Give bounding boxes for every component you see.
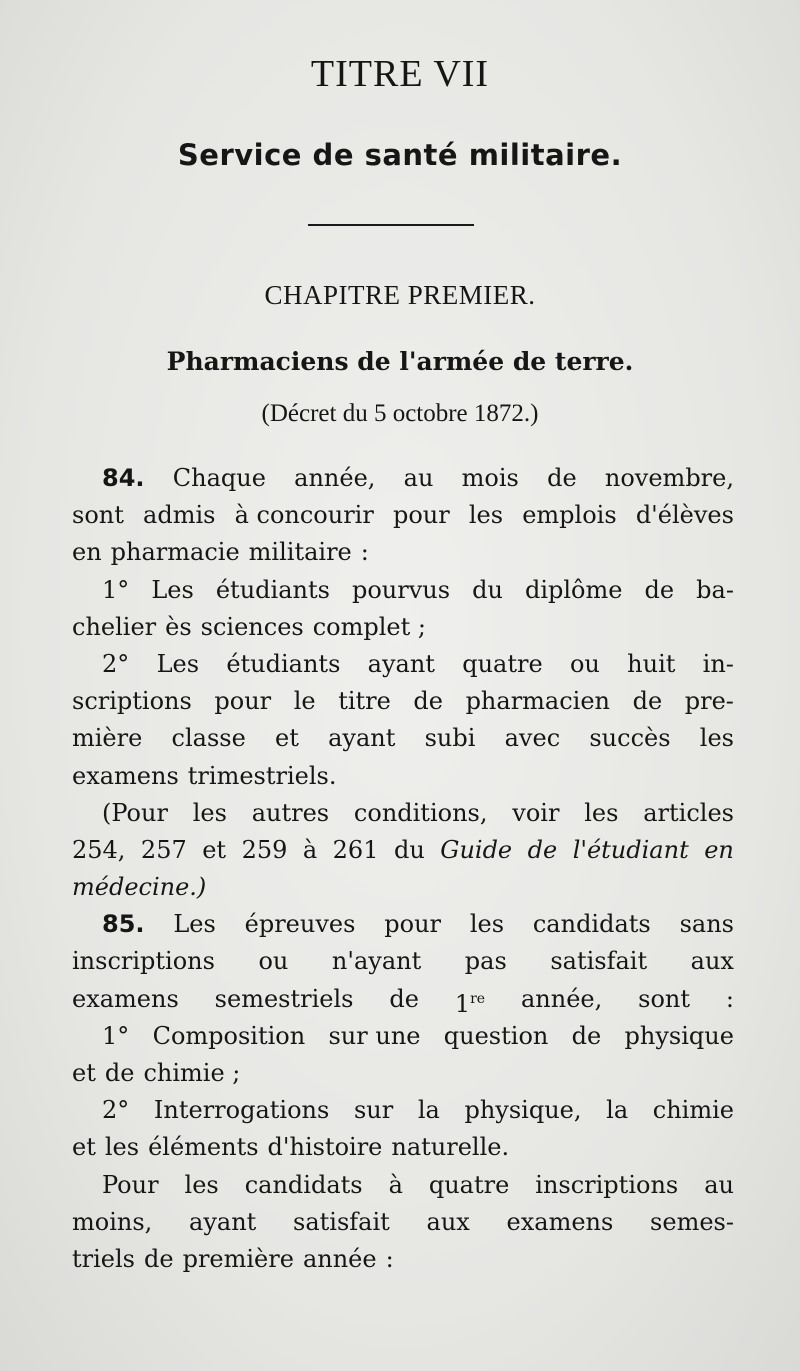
word: ayant (189, 1207, 257, 1236)
word: les (104, 1133, 140, 1162)
word: Pour (102, 1170, 159, 1199)
word: semestriels (214, 984, 354, 1013)
word: Chaque (172, 464, 266, 492)
word: de (547, 464, 577, 492)
word: sont (72, 501, 124, 530)
word: trimestriels. (187, 761, 337, 790)
word: : (360, 538, 369, 567)
word: sont (638, 984, 691, 1013)
word: en (704, 835, 734, 864)
word: chimie ; (143, 1059, 241, 1087)
text-line (72, 1241, 734, 1278)
word: triels (72, 1244, 135, 1273)
word: voir (512, 798, 560, 827)
divider-rule (308, 224, 474, 226)
word: examens (72, 984, 179, 1013)
word: satisfait (293, 1207, 390, 1236)
word: de (144, 1244, 174, 1273)
text-line (72, 460, 734, 497)
word: ès (165, 612, 192, 641)
word: éléments (148, 1133, 259, 1162)
word: succès (589, 724, 671, 753)
word: la (606, 1096, 629, 1125)
word: de (104, 1059, 135, 1087)
word: : (385, 1244, 394, 1273)
word: et (72, 1059, 96, 1087)
word: année, (520, 984, 603, 1013)
word: satisfait (550, 947, 648, 976)
text-line (72, 832, 734, 869)
word: Interrogations (153, 1096, 330, 1125)
word: ayant (328, 724, 396, 753)
word: première (182, 1244, 294, 1273)
word: Les (173, 910, 216, 939)
word: n'ayant (331, 947, 422, 976)
word: naturelle. (391, 1133, 510, 1162)
word: de (644, 575, 675, 604)
word: subi (424, 724, 476, 753)
text-line (72, 1167, 734, 1204)
text-line (72, 646, 734, 683)
word: scriptions (72, 687, 192, 716)
word: pre- (684, 687, 734, 716)
chapter-heading: CHAPITRE PREMIER. (264, 280, 536, 310)
word: pour (384, 910, 441, 939)
word: 1° (102, 575, 130, 604)
word: 2° (102, 1096, 130, 1125)
word: 85. (102, 910, 145, 939)
word: de (571, 1021, 602, 1050)
word: semes- (650, 1207, 734, 1236)
word: articles (643, 798, 734, 827)
word: de (527, 835, 558, 864)
word: au (704, 1170, 734, 1199)
word: pas (464, 947, 507, 976)
text-line (72, 943, 734, 980)
word: en (72, 538, 102, 567)
part-title: TITRE VII (310, 53, 490, 95)
word: étudiants (226, 649, 341, 678)
word: ba- (696, 575, 734, 604)
word: militaire (248, 538, 352, 567)
word: 254, (72, 835, 126, 864)
word: (Pour (102, 798, 168, 827)
text-line (72, 609, 734, 646)
word: question (443, 1021, 549, 1050)
word: examens (72, 761, 179, 790)
word: l'étudiant (572, 835, 689, 864)
word: conditions, (353, 798, 488, 827)
text-line (72, 906, 734, 943)
word: sur (353, 1096, 394, 1125)
word: les (699, 724, 734, 753)
word: chelier (72, 612, 157, 641)
section-heading: Service de santé militaire. (177, 138, 623, 172)
word: les (469, 910, 505, 939)
word: huit (627, 649, 676, 678)
word: Les (151, 575, 194, 604)
word: in- (702, 649, 734, 678)
text-line (72, 1055, 734, 1092)
word: de (389, 984, 419, 1013)
word: Guide (440, 835, 513, 864)
word: pour (214, 687, 272, 716)
word: les (468, 501, 504, 530)
word: pharmacien (465, 687, 611, 716)
word: et (202, 835, 227, 864)
word: du (472, 575, 503, 604)
word: Les (156, 649, 200, 678)
word: les (584, 798, 619, 827)
word: quatre (462, 649, 543, 678)
word: du (393, 835, 425, 864)
text-line (72, 869, 734, 906)
word: examens (506, 1207, 614, 1236)
word: aux (690, 947, 734, 976)
word: 259 (241, 835, 288, 864)
word: emplois (522, 501, 617, 530)
word: inscriptions (535, 1170, 679, 1199)
word: la (417, 1096, 440, 1125)
word: quatre (428, 1170, 510, 1199)
word: classe (171, 724, 246, 753)
word: d'histoire (267, 1133, 383, 1162)
word: avec (504, 724, 561, 753)
word: année, (294, 464, 376, 492)
word: étudiants (215, 575, 330, 604)
decree-reference: (Décret du 5 octobre 1872.) (261, 400, 539, 427)
word: physique, (464, 1096, 582, 1125)
word: mois (461, 464, 519, 492)
body-text (72, 460, 734, 1278)
word: complet ; (312, 612, 426, 641)
word: moins, (72, 1207, 153, 1236)
text-line (72, 534, 734, 571)
word: d'élèves (635, 501, 734, 530)
word: le (293, 687, 316, 716)
word: année (302, 1244, 377, 1273)
word: ou (258, 947, 289, 976)
word: de (632, 687, 663, 716)
word: physique (624, 1021, 734, 1050)
word: mière (72, 724, 143, 753)
word: sciences (200, 612, 304, 641)
word: aux (426, 1207, 470, 1236)
word: pourvus (351, 575, 451, 604)
word: les (184, 1170, 219, 1199)
text-line (72, 795, 734, 832)
word: 1re (454, 989, 486, 1018)
word: : (725, 984, 734, 1013)
word: 84. (102, 464, 145, 492)
word: pharmacie (110, 538, 240, 567)
word: 1° (102, 1021, 130, 1050)
text-line (72, 683, 734, 720)
word: sur une (328, 1021, 421, 1050)
word: à concourir (234, 501, 374, 530)
text-line (72, 1018, 734, 1055)
word: novembre, (604, 464, 734, 492)
chapter-subheading: Pharmaciens de l'armée de terre. (166, 347, 634, 376)
text-line (72, 1129, 734, 1166)
word: pour (392, 501, 450, 530)
word: à (302, 835, 318, 864)
word: 261 (332, 835, 379, 864)
word: à (388, 1170, 403, 1199)
text-line (72, 758, 734, 795)
word: 257 (140, 835, 187, 864)
word: inscriptions (72, 947, 215, 976)
word: autres (251, 798, 330, 827)
text-line (72, 497, 734, 534)
word: candidats (244, 1170, 363, 1199)
word: titre (338, 687, 391, 716)
word: Composition (152, 1021, 306, 1050)
text-line (72, 1092, 734, 1129)
word: épreuves (244, 910, 356, 939)
word: au (403, 464, 434, 492)
text-line (72, 720, 734, 757)
word: ayant (367, 649, 435, 678)
text-line (72, 1204, 734, 1241)
word: candidats (532, 910, 651, 939)
word: les (192, 798, 227, 827)
text-line (72, 981, 734, 1018)
word: admis (143, 501, 216, 530)
word: et (72, 1133, 96, 1162)
word: sans (679, 910, 734, 939)
word: diplôme (524, 575, 623, 604)
word: médecine.) (72, 873, 207, 902)
word: et (275, 724, 299, 753)
word: de (413, 687, 443, 716)
text-line (72, 572, 734, 609)
word: ou (569, 649, 600, 678)
word: 2° (102, 649, 130, 678)
word: chimie (652, 1096, 734, 1125)
